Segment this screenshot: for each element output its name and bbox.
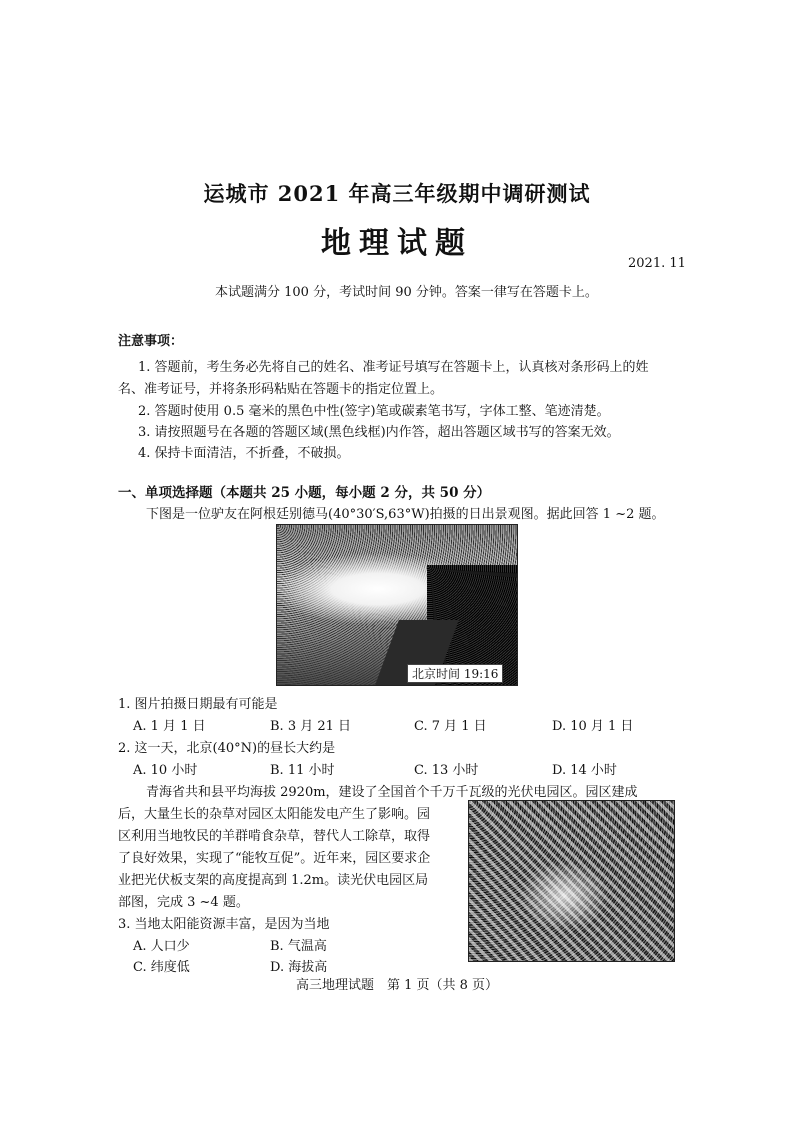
notice-item-4: 4. 保持卡面清洁，不折叠，不破损。 xyxy=(138,446,350,461)
q2-option-c: C. 13 小时 xyxy=(414,763,479,778)
question-stem-2-line-5: 业把光伏板支架的高度提高到 1.2m。读光伏电园区局 xyxy=(118,873,429,888)
q2-option-a: A. 10 小时 xyxy=(133,763,198,778)
q3-option-d: D. 海拔高 xyxy=(270,960,328,975)
q1-option-a: A. 1 月 1 日 xyxy=(133,719,206,734)
q3-option-b: B. 气温高 xyxy=(270,939,327,954)
exam-title: 运城市 2021 年高三年级期中调研测试 xyxy=(203,181,591,206)
solar-park-photo xyxy=(468,800,675,962)
subject-title: 地理试题 xyxy=(321,226,473,261)
exam-date: 2021. 11 xyxy=(628,256,686,271)
notice-item-1-cont: 名、准考证号，并将条形码粘贴在答题卡的指定位置上。 xyxy=(118,382,444,397)
notice-item-3: 3. 请按照题号在各题的答题区域(黑色线框)内作答，超出答题区域书写的答案无效。 xyxy=(138,425,620,440)
notice-heading: 注意事项： xyxy=(118,334,184,349)
sunrise-photo xyxy=(276,524,518,686)
page-footer: 高三地理试题 第 1 页（共 8 页） xyxy=(295,978,499,993)
question-stem-1: 下图是一位驴友在阿根廷别德马(40°30′S,63°W)拍摄的日出景观图。据此回答 1 ~2 题。 xyxy=(146,507,665,522)
q3-option-a: A. 人口少 xyxy=(133,939,190,954)
notice-item-2: 2. 答题时使用 0.5 毫米的黑色中性(签字)笔或碳素笔书写，字体工整、笔迹清楚。 xyxy=(138,404,610,419)
question-1: 1. 图片拍摄日期最有可能是 xyxy=(118,697,278,712)
question-stem-2-line-2: 后，大量生长的杂草对园区太阳能发电产生了影响。园 xyxy=(118,807,431,822)
question-stem-2-line-4: 了良好效果，实现了“能牧互促”。近年来，园区要求企 xyxy=(118,851,431,866)
q2-option-d: D. 14 小时 xyxy=(552,763,617,778)
exam-intro: 本试题满分 100 分，考试时间 90 分钟。答案一律写在答题卡上。 xyxy=(215,285,598,300)
photo-caption: 北京时间 19:16 xyxy=(407,664,503,683)
q1-option-c: C. 7 月 1 日 xyxy=(414,719,487,734)
photo-highlight xyxy=(519,861,609,931)
q2-option-b: B. 11 小时 xyxy=(270,763,335,778)
section-heading: 一、单项选择题（本题共 25 小题，每小题 2 分，共 50 分） xyxy=(118,485,491,501)
q3-option-c: C. 纬度低 xyxy=(133,960,190,975)
question-stem-2-line-1: 青海省共和县平均海拔 2920m，建设了全国首个千万千瓦级的光伏电园区。园区建成 xyxy=(146,785,638,800)
q1-option-b: B. 3 月 21 日 xyxy=(270,719,352,734)
question-stem-2-line-3: 区利用当地牧民的羊群啃食杂草，替代人工除草，取得 xyxy=(118,829,431,844)
q1-option-d: D. 10 月 1 日 xyxy=(552,719,634,734)
question-stem-2-line-6: 部图，完成 3 ~4 题。 xyxy=(118,895,249,910)
question-2: 2. 这一天，北京(40°N)的昼长大约是 xyxy=(118,741,336,756)
question-3: 3. 当地太阳能资源丰富，是因为当地 xyxy=(118,917,330,932)
notice-item-1: 1. 答题前，考生务必先将自己的姓名、准考证号填写在答题卡上，认真核对条形码上的姓 xyxy=(138,360,649,375)
